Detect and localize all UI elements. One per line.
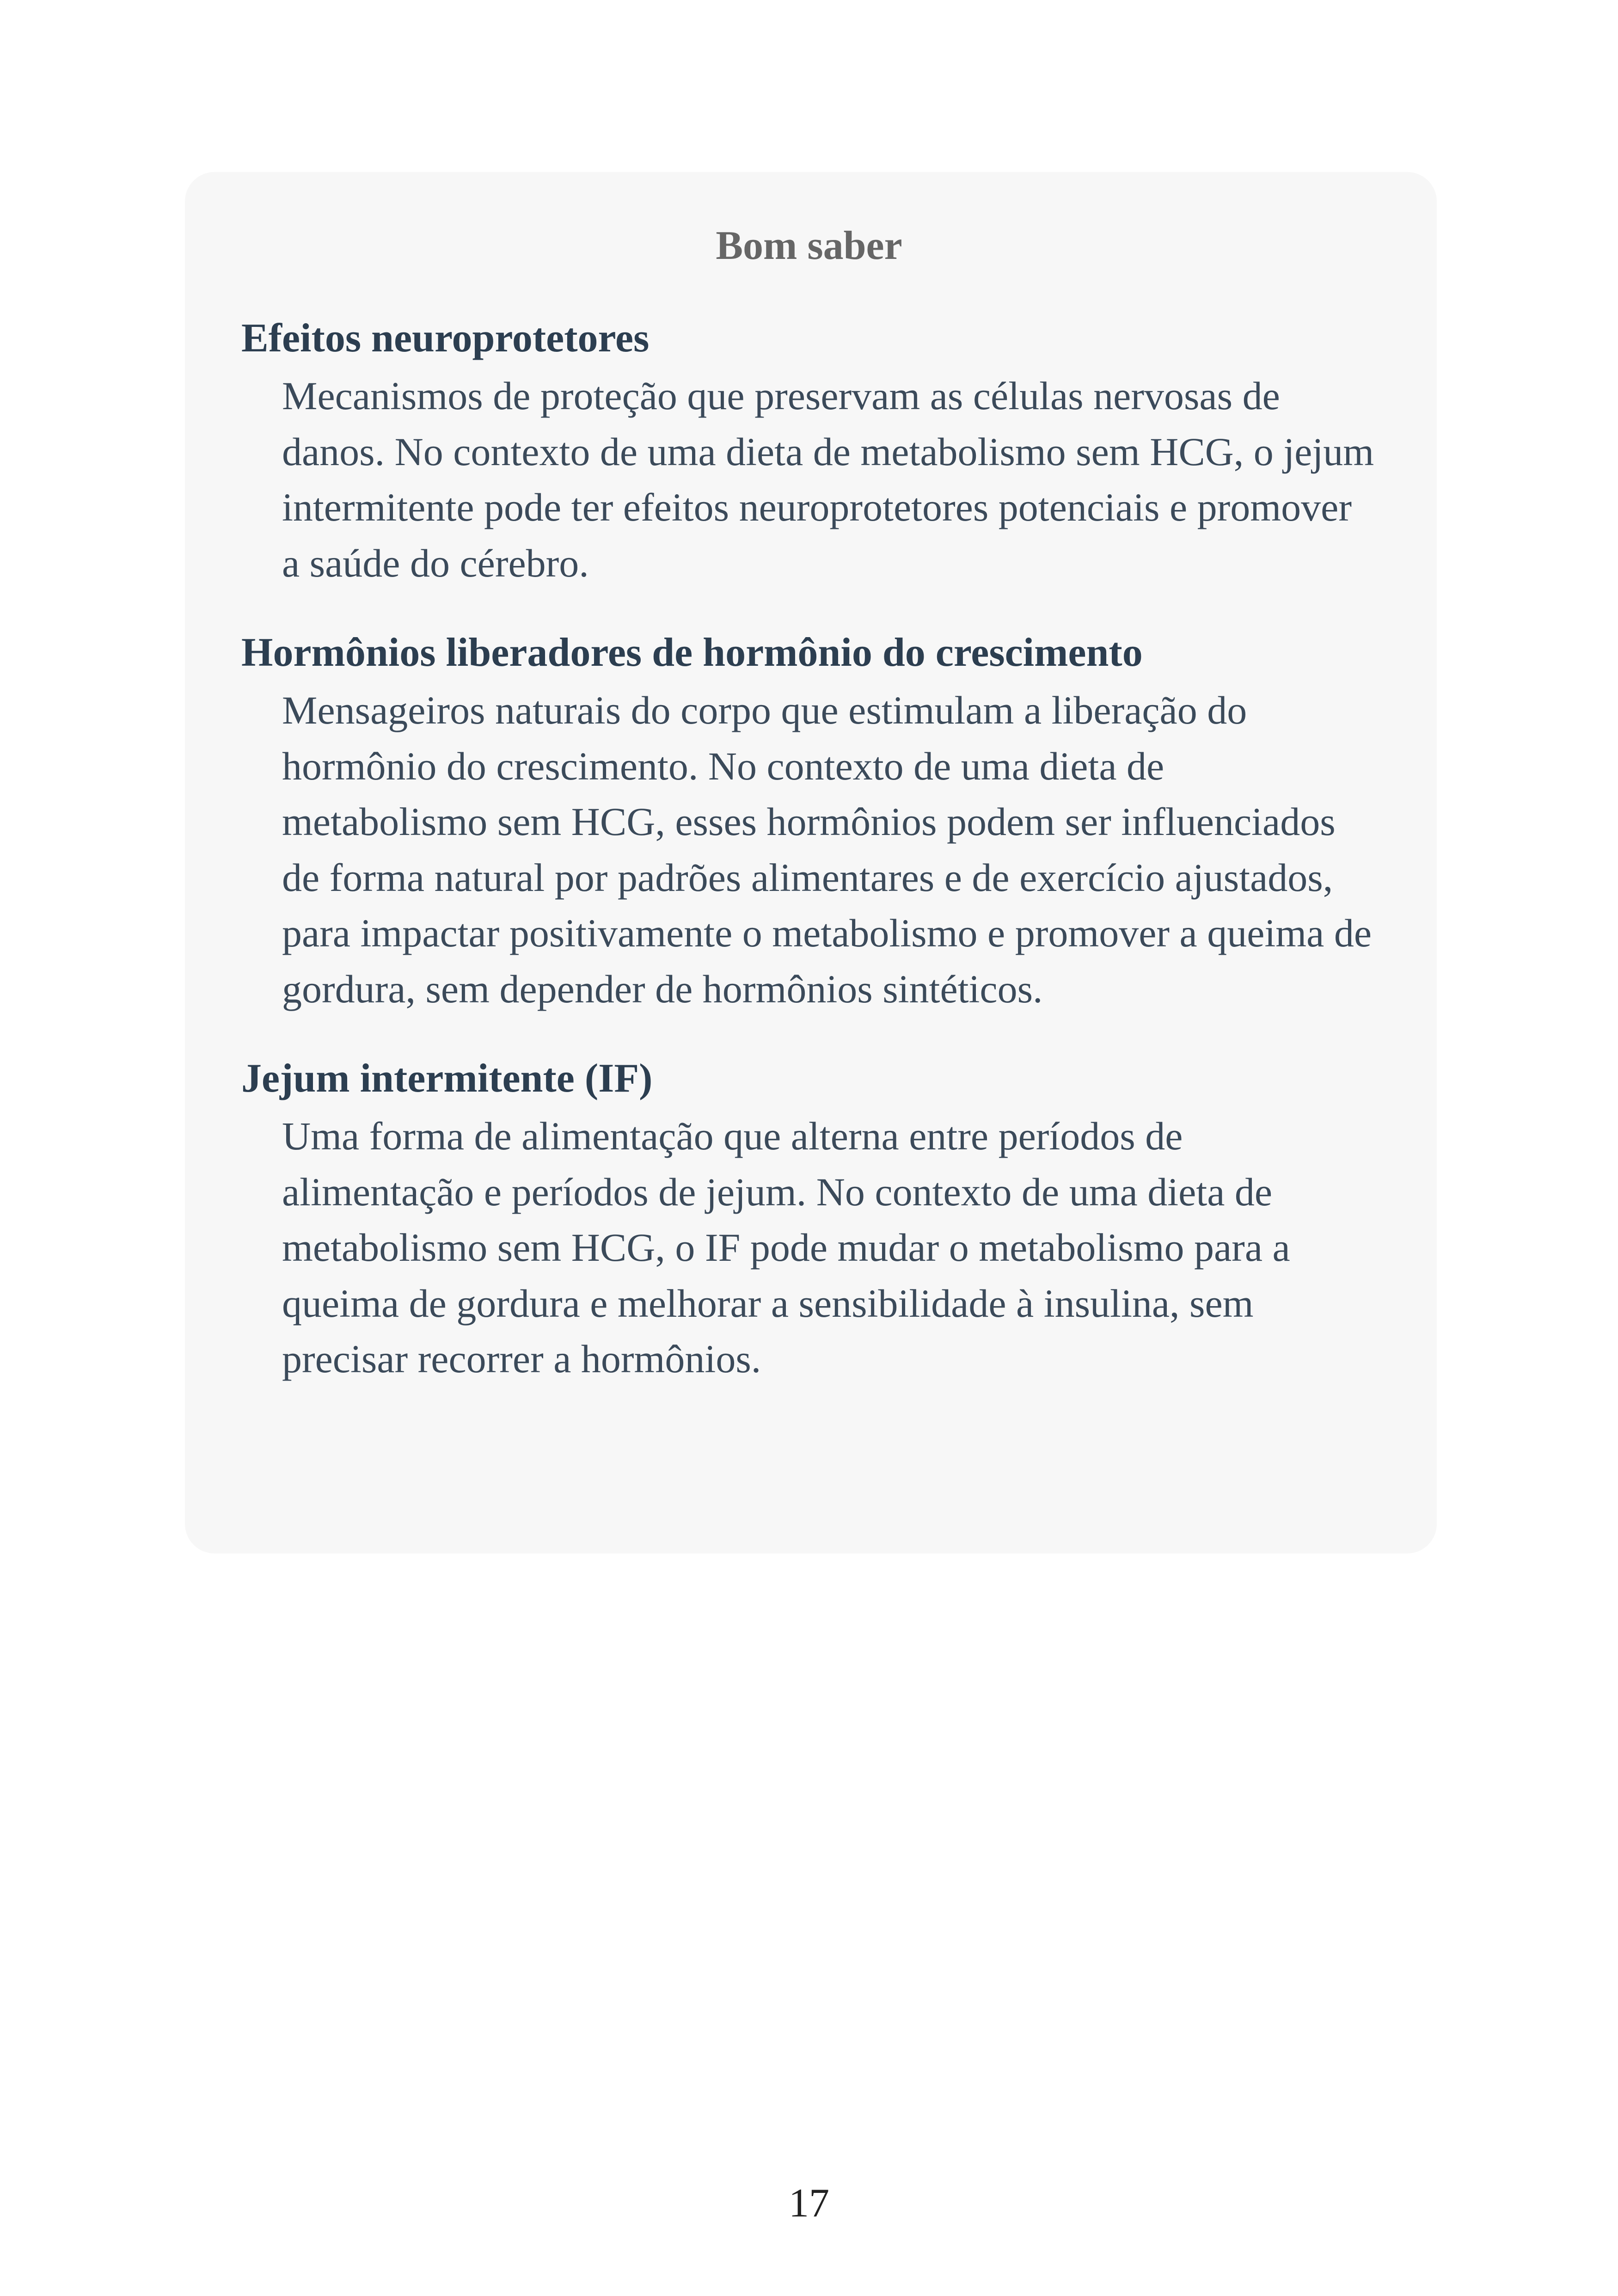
glossary-definition: Mensageiros naturais do corpo que estimulam a liberação do hormônio do crescimento. No contexto de uma dieta de metabolismo sem HCG, esses hormônios podem ser influenciados de forma natural por padrões alimentares e de exercício ajustados, para impactar positivamente o metabolismo e promover a queima de gordura, sem depender de hormônios sintéticos. [282, 688, 1372, 1011]
glossary-entry [241, 1052, 1377, 1387]
glossary-entry [241, 312, 1377, 591]
box-title: Bom saber [716, 223, 902, 268]
page-number: 17 [789, 2181, 829, 2226]
good-to-know-box [185, 172, 1437, 1553]
glossary-term: Jejum intermitente (IF) [241, 1056, 653, 1101]
glossary-term: Efeitos neuroprotetores [241, 316, 650, 361]
glossary-term: Hormônios liberadores de hormônio do crescimento [241, 630, 1143, 675]
glossary-entry [241, 626, 1377, 1017]
glossary-definition: Uma forma de alimentação que alterna entre períodos de alimentação e períodos de jejum. No contexto de uma dieta de metabolismo sem HCG, o IF pode mudar o metabolismo para a queima de gordura e melhorar a sensibilidade à insulina, sem precisar recorrer a hormônios. [282, 1114, 1290, 1381]
glossary-definition: Mecanismos de proteção que preservam as células nervosas de danos. No contexto de uma dieta de metabolismo sem HCG, o jejum intermitente pode ter efeitos neuroprotetores potenciais e promover a saúde do cérebro. [282, 374, 1374, 585]
